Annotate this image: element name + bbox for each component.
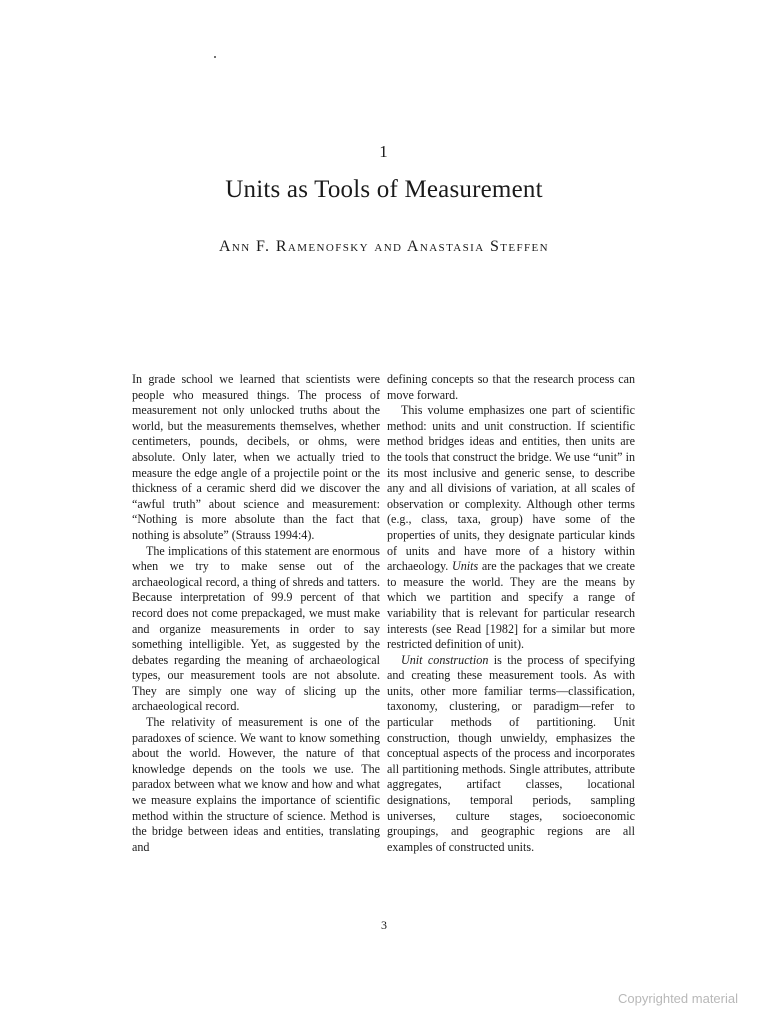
paragraph: In grade school we learned that scientists were people who measured things. The process of measurement not only unlocked truths about the world, but the measurements themselves, whether centimeters, pounds, decibels, or ohms, were absolute. Only later, when we actually tried to measure the edge angle of a projectile point or the thickness of a ceramic sherd did we discover the “awful truth” about science and measurement: “Nothing is more absolute than the fact that nothing is absolute” (Strauss 1994:4). <box>132 372 380 542</box>
chapter-title: Units as Tools of Measurement <box>225 176 543 203</box>
paragraph-text: are the packages that we create to measure the world. They are the means by which we partition and specify a range of variability that is relevant for particular research interests (see Read [1982] for a similar but more restricted definition of unit). <box>387 559 635 652</box>
right-text-column <box>387 372 635 855</box>
paragraph-text: is the process of specifying and creating these measurement tools. As with units, other more familiar terms—classification, taxonomy, clustering, or paradigm—refer to particular methods of partitioning. Unit construction, though unwieldy, emphasizes the conceptual aspects of the process and incorporates all partitioning methods. Single attributes, attribute aggregates, artifact classes, locational designations, temporal periods, sampling universes, culture stages, socioeconomic groupings, and geographic regions are all examples of constructed units. <box>387 652 635 854</box>
chapter-number: 1 <box>379 142 389 161</box>
scan-speck <box>214 56 216 58</box>
emphasized-term: Units <box>451 559 479 574</box>
emphasized-term: Unit construction <box>401 652 489 667</box>
paragraph: The relativity of measurement is one of the paradoxes of science. We want to know something about the world. However, the nature of that knowledge depends on the tools we use. The paradox between what we know and how and what we measure explains the importance of scientific method within the structure of science. Method is the bridge between ideas and entities, translating and <box>132 715 380 854</box>
paragraph <box>387 403 635 653</box>
paragraph <box>387 653 635 856</box>
paragraph: defining concepts so that the research process can move forward. <box>387 372 635 402</box>
chapter-authors: Ann F. Ramenofsky and Anastasia Steffen <box>218 238 550 255</box>
left-text-column <box>132 372 380 855</box>
paragraph: The implications of this statement are enormous when we try to make sense out of the archaeological record, a thing of shreds and tatters. Because interpretation of 99.9 percent of that record does not come prepackaged, we must make and organize measurements in order to say something intelligible. Yet, as suggested by the debates regarding the meaning of archaeological types, our measurement tools are not absolute. They are simply one way of slicing up the archaeological record. <box>132 543 380 714</box>
paragraph-text: This volume emphasizes one part of scientific method: units and unit construction. If scientific method bridges ideas and entities, then units are the tools that construct the bridge. We use “unit” in its most inclusive and generic sense, to describe any and all divisions of variation, at all scales of observation or complexity. Although other terms (e.g., class, taxa, group) have some of the properties of units, they designate particular kinds of units and have more of a history within archaeology. <box>387 403 635 574</box>
page-number: 3 <box>381 918 387 932</box>
copyright-watermark: Copyrighted material <box>618 991 738 1006</box>
